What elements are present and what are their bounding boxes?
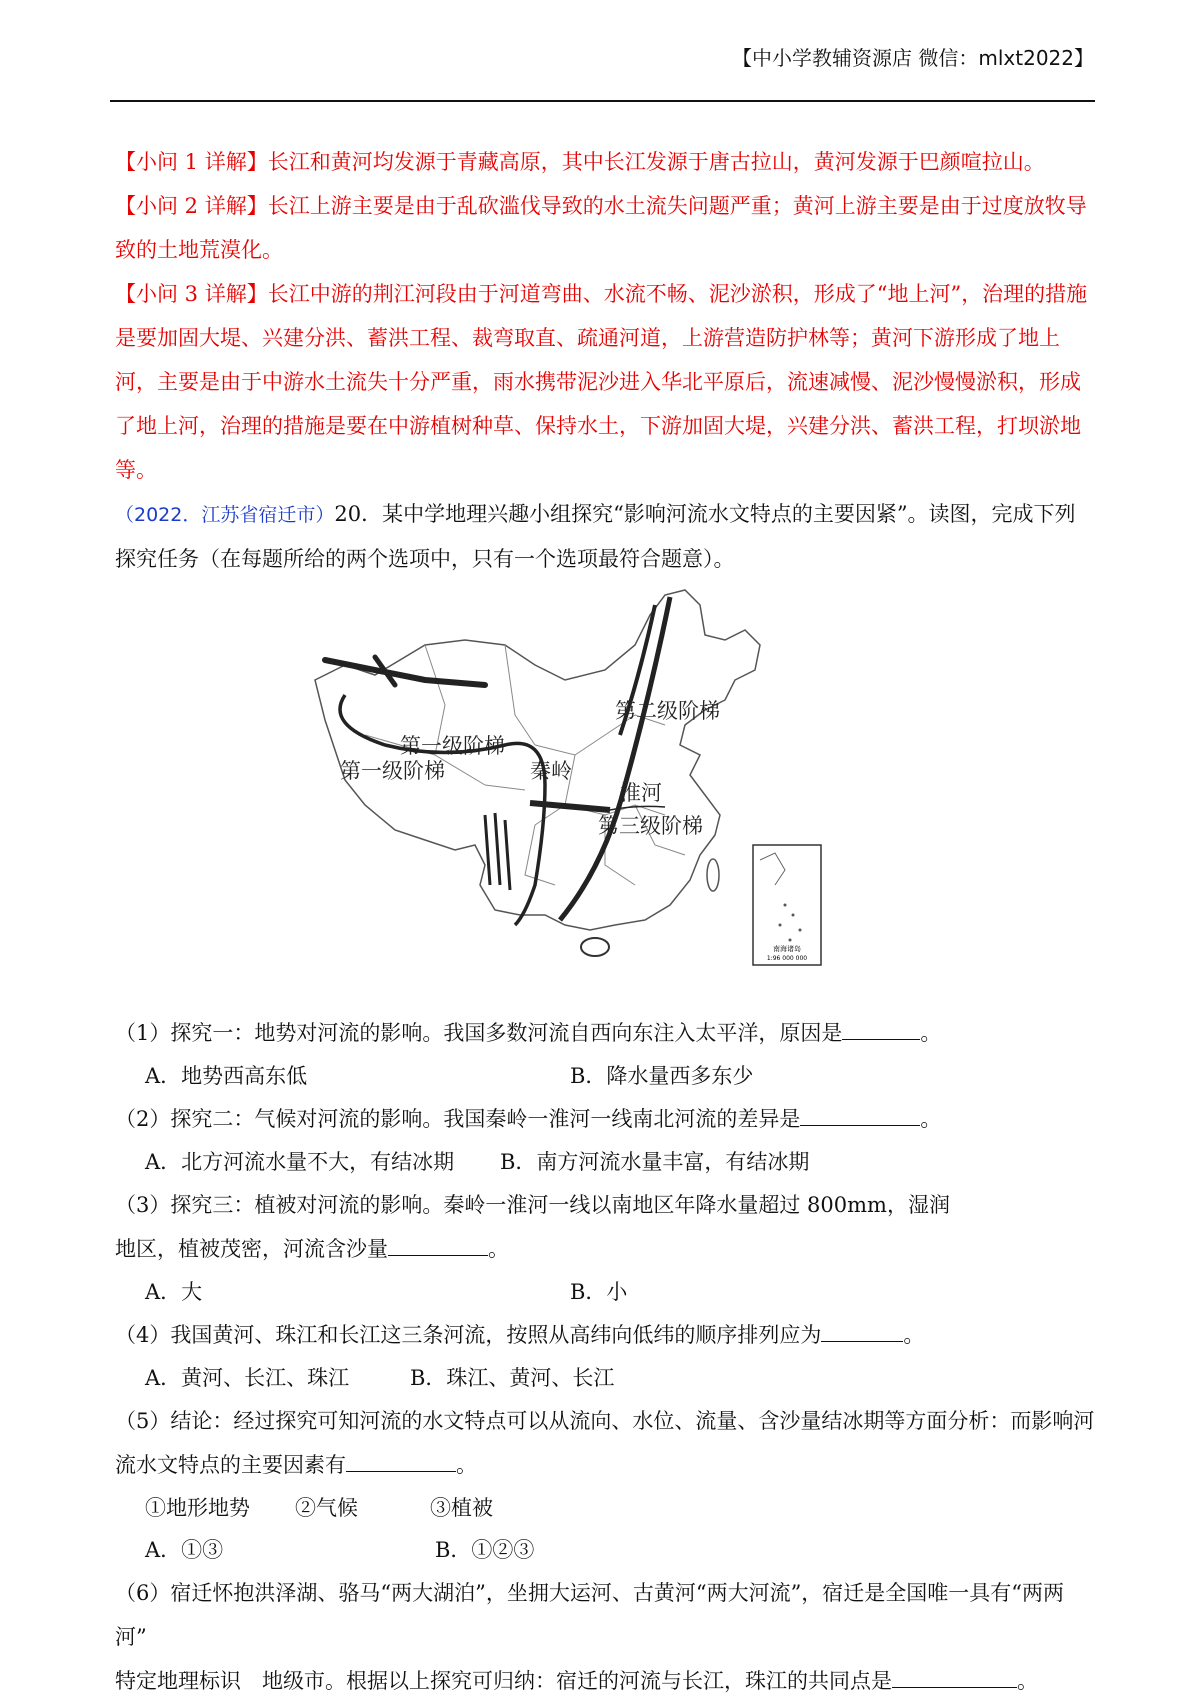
factor-2: ②气候: [295, 1496, 358, 1520]
inset-title: 南海诸岛: [773, 945, 801, 953]
option-b[interactable]: B．南方河流水量丰富，有结冰期: [500, 1150, 810, 1174]
item-1-stem: （1）探究一：地势对河流的影响。我国多数河流自西向东注入太平洋，原因是 。: [115, 1021, 942, 1045]
hainan-island: [581, 938, 609, 956]
label-qinling: 秦岭: [530, 759, 572, 783]
item-3-options: [115, 1271, 1095, 1313]
question-stem: （2022．江苏省宿迁市）20．某中学地理兴趣小组探究“影响河流水文特点的主要因紧”。读图，完成下列探究任务（在每题所给的两个选项中，只有一个选项最符合题意）。: [115, 502, 1076, 571]
taiwan-island: [707, 859, 719, 891]
answer-2: 【小问 2 详解】长江上游主要是由于乱砍滥伐导致的水土流失问题严重；黄河上游主要是由于过度放牧导致的土地荒漠化。: [115, 194, 1087, 262]
item-2-stem: （2）探究二：气候对河流的影响。我国秦岭一淮河一线南北河流的差异是 。: [115, 1107, 942, 1131]
option-b[interactable]: B．珠江、黄河、长江: [410, 1366, 615, 1390]
answer-blank[interactable]: [821, 1321, 903, 1342]
china-terrain-map: [115, 585, 1095, 1005]
option-a[interactable]: A．黄河、长江、珠江: [145, 1366, 350, 1390]
option-b[interactable]: B．小: [570, 1280, 628, 1304]
label-step1a: 第一级阶梯: [400, 734, 505, 758]
inset-scale: 1:96 000 000: [766, 955, 808, 962]
page-header: 【中小学教辅资源店 微信：mlxt2022】: [732, 46, 1094, 70]
option-b[interactable]: B．①②③: [435, 1538, 535, 1562]
label-step3: 第三级阶梯: [598, 814, 703, 838]
label-huaihe: 淮河: [620, 781, 662, 805]
item-5-options: [115, 1529, 1095, 1571]
label-step1b: 第一级阶梯: [340, 759, 445, 783]
option-b[interactable]: B．降水量西多东少: [570, 1064, 754, 1088]
answer-blank[interactable]: [800, 1105, 920, 1126]
item-4-stem: （4）我国黄河、珠江和长江这三条河流，按照从高纬向低纬的顺序排列应为 。: [115, 1323, 925, 1347]
item-5-stem: （5）结论：经过探究可知河流的水文特点可以从流向、水位、流量、含沙量结冰期等方面分析：而影响河 流水文特点的主要因素有 。: [115, 1409, 1095, 1477]
factor-1: ①地形地势: [145, 1496, 250, 1520]
answer-blank[interactable]: [346, 1451, 456, 1472]
answer-3: 【小问 3 详解】长江中游的荆江河段由于河道弯曲、水流不畅、泥沙淤积，形成了“地上河”，治理的措施是要加固大堤、兴建分洪、蓄洪工程、裁弯取直、疏通河道，上游营造防护林等；黄河下游形成了地上河，主要是由于中游水土流失十分严重，雨水携带泥沙进入华北平原后，流速减慢、泥沙慢慢淤积，形成了地上河，治理的措施是要在中游植树种草、保持水土，下游加固大堤，兴建分洪、蓄洪工程，打坝淤地等。: [115, 282, 1088, 482]
content: [115, 140, 1095, 1703]
option-a[interactable]: A．大: [145, 1280, 203, 1304]
header-rule: [110, 100, 1095, 102]
qinling-line: [530, 803, 610, 810]
item-5-factors: [115, 1487, 1095, 1529]
answer-blank[interactable]: [388, 1235, 488, 1256]
label-step2: 第二级阶梯: [615, 699, 720, 723]
item-4-options: [115, 1357, 1095, 1399]
item-3-stem: （3）探究三：植被对河流的影响。秦岭一淮河一线以南地区年降水量超过 800mm，湿润 地区，植被茂密，河流含沙量 。: [115, 1193, 950, 1261]
factor-3: ③植被: [430, 1496, 493, 1520]
item-2-options: [115, 1141, 1095, 1183]
option-a[interactable]: A．①③: [145, 1538, 224, 1562]
answer-1: 【小问 1 详解】长江和黄河均发源于青藏高原，其中长江发源于唐古拉山，黄河发源于巴颜喧拉山。: [115, 150, 1045, 174]
option-a[interactable]: A．北方河流水量不大，有结冰期: [145, 1150, 455, 1174]
item-6-stem: （6）宿迁怀抱洪泽湖、骆马“两大湖泊”，坐拥大运河、古黄河“两大河流”，宿迁是全国唯一具有“两两河” 特定地理标识 地级市。根据以上探究可归纳：宿迁的河流与长江，珠江的共同点是 。: [115, 1581, 1065, 1693]
item-1-options: [115, 1055, 1095, 1097]
answer-blank[interactable]: [842, 1019, 920, 1040]
option-a[interactable]: A．地势西高东低: [145, 1064, 308, 1088]
answer-blank[interactable]: [892, 1667, 1017, 1688]
step1-boundary-north: [325, 660, 485, 685]
